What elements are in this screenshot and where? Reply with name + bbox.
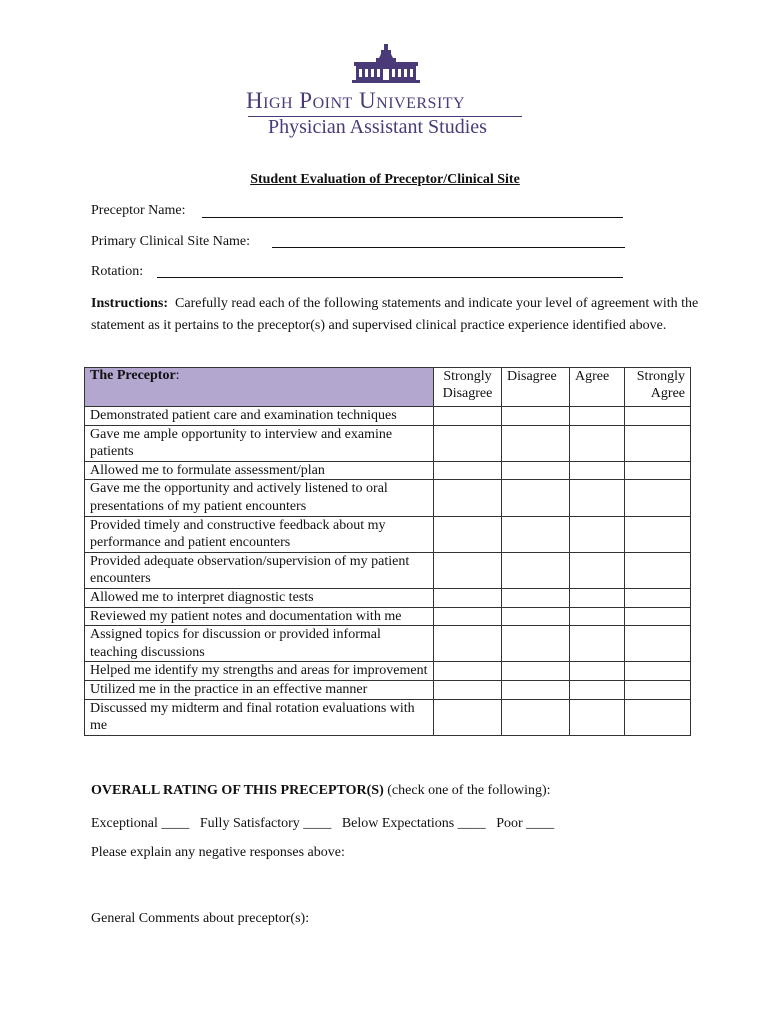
rating-poor[interactable]: Poor ____ [496,816,555,831]
rating-cell-agree[interactable] [570,588,625,607]
statement-text: Allowed me to interpret diagnostic tests [85,588,434,607]
table-row [85,516,691,552]
overall-rating-hint: (check one of the following): [387,783,551,798]
rating-cell-disagree[interactable] [502,607,570,626]
table-row [85,407,691,426]
rating-cell-strongly-agree[interactable] [625,461,691,480]
building-icon [350,44,422,84]
statement-text: Utilized me in the practice in an effective manner [85,680,434,699]
table-row [85,461,691,480]
rating-cell-strongly-agree[interactable] [625,552,691,588]
table-row [85,680,691,699]
preceptor-name-field[interactable] [202,217,623,218]
rating-cell-disagree[interactable] [502,588,570,607]
rating-cell-strongly-agree[interactable] [625,516,691,552]
statement-text: Gave me ample opportunity to interview and examine patients [85,425,434,461]
general-comments-label: General Comments about preceptor(s): [91,911,310,926]
rating-cell-agree[interactable] [570,680,625,699]
rating-cell-strongly-disagree[interactable] [434,552,502,588]
rating-cell-agree[interactable] [570,407,625,426]
table-header-row [85,368,691,407]
rating-cell-agree[interactable] [570,516,625,552]
column-strongly-agree: Strongly Agree [625,368,691,407]
university-logo [246,44,526,140]
table-row [85,552,691,588]
rating-cell-strongly-agree[interactable] [625,607,691,626]
rating-cell-strongly-disagree[interactable] [434,607,502,626]
table-row [85,607,691,626]
table-row [85,480,691,516]
rating-cell-strongly-agree[interactable] [625,425,691,461]
statement-text: Assigned topics for discussion or provided informal teaching discussions [85,626,434,662]
rating-cell-disagree[interactable] [502,461,570,480]
department-name: Physician Assistant Studies [268,116,487,138]
site-name-label: Primary Clinical Site Name: [91,234,251,249]
form-title: Student Evaluation of Preceptor/Clinical Site [250,172,520,187]
statement-text: Gave me the opportunity and actively listened to oral presentations of my patient encounters [85,480,434,516]
rating-cell-strongly-disagree[interactable] [434,516,502,552]
site-name-field[interactable] [272,247,625,248]
rating-cell-strongly-agree[interactable] [625,480,691,516]
table-row [85,699,691,735]
rating-cell-disagree[interactable] [502,662,570,681]
rating-cell-strongly-disagree[interactable] [434,699,502,735]
rating-cell-strongly-agree[interactable] [625,626,691,662]
table-header-preceptor: The Preceptor: [85,368,434,407]
rating-cell-disagree[interactable] [502,516,570,552]
rating-cell-strongly-disagree[interactable] [434,662,502,681]
table-row [85,662,691,681]
overall-rating-label: OVERALL RATING OF THIS PRECEPTOR(S) [91,783,384,798]
preceptor-evaluation-table [84,367,691,736]
rating-cell-agree[interactable] [570,699,625,735]
rating-options [91,816,554,832]
rating-cell-strongly-agree[interactable] [625,588,691,607]
instructions-label: Instructions: [91,296,169,311]
rating-cell-strongly-disagree[interactable] [434,461,502,480]
statement-text: Provided timely and constructive feedback about my performance and patient encounters [85,516,434,552]
statement-text: Allowed me to formulate assessment/plan [85,461,434,480]
table-row [85,626,691,662]
rating-cell-strongly-agree[interactable] [625,680,691,699]
rating-cell-agree[interactable] [570,480,625,516]
rating-cell-disagree[interactable] [502,626,570,662]
rating-cell-disagree[interactable] [502,552,570,588]
rating-cell-strongly-disagree[interactable] [434,480,502,516]
negative-responses-label: Please explain any negative responses above: [91,845,345,860]
rotation-label: Rotation: [91,264,144,279]
rating-cell-disagree[interactable] [502,407,570,426]
rating-cell-strongly-disagree[interactable] [434,626,502,662]
rating-cell-strongly-disagree[interactable] [434,680,502,699]
column-strongly-disagree: Strongly Disagree [434,368,502,407]
instructions [91,293,701,336]
rating-cell-strongly-disagree[interactable] [434,407,502,426]
rating-cell-agree[interactable] [570,607,625,626]
rating-cell-agree[interactable] [570,662,625,681]
rating-exceptional[interactable]: Exceptional ____ [91,816,190,831]
table-row [85,588,691,607]
statement-text: Reviewed my patient notes and documentation with me [85,607,434,626]
column-disagree: Disagree [502,368,570,407]
rating-cell-disagree[interactable] [502,680,570,699]
rating-cell-disagree[interactable] [502,480,570,516]
rating-below-expectations[interactable]: Below Expectations ____ [341,816,486,831]
statement-text: Discussed my midterm and final rotation evaluations with me [85,699,434,735]
instructions-text: Carefully read each of the following statements and indicate your level of agreement with the statement as it pertains to the preceptor(s) and supervised clinical practice experience identified above. [91,296,699,333]
rating-cell-strongly-agree[interactable] [625,662,691,681]
rating-fully-satisfactory[interactable]: Fully Satisfactory ____ [199,816,332,831]
preceptor-name-label: Preceptor Name: [91,203,186,218]
rating-cell-agree[interactable] [570,425,625,461]
table-row [85,425,691,461]
statement-text: Demonstrated patient care and examination techniques [85,407,434,426]
rating-cell-strongly-disagree[interactable] [434,425,502,461]
rotation-field[interactable] [157,277,623,278]
university-name: High Point University [246,88,466,113]
column-agree: Agree [570,368,625,407]
statement-text: Provided adequate observation/supervision of my patient encounters [85,552,434,588]
statement-text: Helped me identify my strengths and areas for improvement [85,662,434,681]
rating-cell-agree[interactable] [570,552,625,588]
rating-cell-agree[interactable] [570,461,625,480]
rating-cell-disagree[interactable] [502,425,570,461]
rating-cell-strongly-agree[interactable] [625,699,691,735]
rating-cell-agree[interactable] [570,626,625,662]
rating-cell-strongly-agree[interactable] [625,407,691,426]
rating-cell-strongly-disagree[interactable] [434,588,502,607]
rating-cell-disagree[interactable] [502,699,570,735]
overall-rating [91,783,551,799]
